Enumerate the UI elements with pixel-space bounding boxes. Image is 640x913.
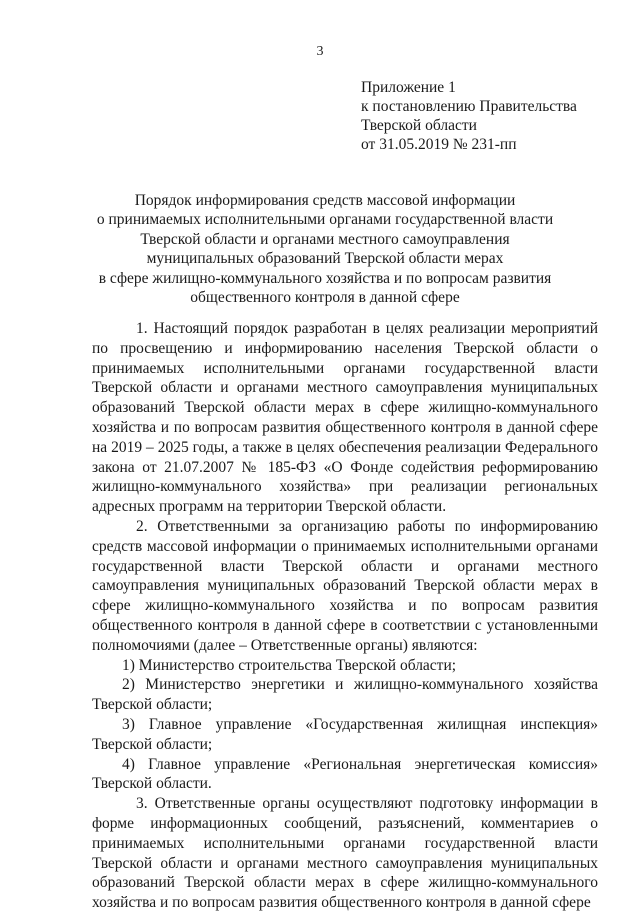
title-line: муниципальных образований Тверской области мерах [146, 250, 504, 268]
paragraph-3: 3. Ответственные органы осуществляют подготовку информации в форме информационных сообщений, разъяснений, комментариев о принимаемых исполнительными органами государственной власти Тверской области и органами местного самоуправления муниципальных образований Тверской области мерах в сфере жилищно-коммунального хозяйства и по вопросам развития общественного контроля в данной сфере [92, 795, 598, 912]
paragraph-1: 1. Настоящий порядок разработан в целях реализации мероприятий по просвещению и информированию населения Тверской области о принимаемых исполнительными органами государственной власти Тверской области и органами местного самоуправления муниципальных образований Тверской области мерах в сфере жилищно-коммунального хозяйства и по вопросам развития общественного контроля в данной сфере на 2019 – 2025 годы, а также в целях обеспечения реализации Федерального закона от 21.07.2007 № 185-ФЗ «О Фонде содействия реформированию жилищно-коммунального хозяйства» при реализации региональных адресных программ на территории Тверской области. [92, 320, 598, 516]
list-item-2: 2) Министерство энергетики и жилищно-коммунального хозяйства Тверской области; [92, 676, 598, 714]
paragraph-2: 2. Ответственными за организацию работы по информированию средств массовой информации о принимаемых исполнительными органами государственной власти Тверской области и органами местного самоуправления муниципальных образований Тверской области мерах в сфере жилищно-коммунального хозяйства и по вопросам развития общественного контроля в данной сфере в соответствии с установленными полномочиями (далее – Ответственные органы) являются: [92, 517, 598, 654]
list-item-1: 1) Министерство строительства Тверской области; [122, 656, 457, 674]
title-line: Тверской области и органами местного самоуправления [140, 230, 510, 248]
appendix-resolution-line: к постановлению Правительства [361, 98, 577, 115]
document-title [60, 191, 590, 307]
appendix-date-number: от 31.05.2019 № 231-пп [361, 136, 517, 153]
list-item-3: 3) Главное управление «Государственная жилищная инспекция» Тверской области; [92, 715, 598, 753]
title-line: Порядок информирования средств массовой информации [134, 192, 516, 209]
appendix-block [361, 78, 631, 154]
document-body [92, 319, 598, 913]
list-item-4: 4) Главное управление «Региональная энергетическая комиссия» Тверской области. [92, 755, 598, 793]
title-line: в сфере жилищно-коммунального хозяйства и по вопросам развития [98, 269, 552, 287]
page-number: 3 [316, 44, 324, 59]
appendix-region-line: Тверской области [361, 117, 477, 134]
title-line: о принимаемых исполнительными органами государственной власти [96, 211, 554, 229]
appendix-label: Приложение 1 [361, 79, 456, 96]
title-line: общественного контроля в данной сфере [190, 289, 460, 307]
